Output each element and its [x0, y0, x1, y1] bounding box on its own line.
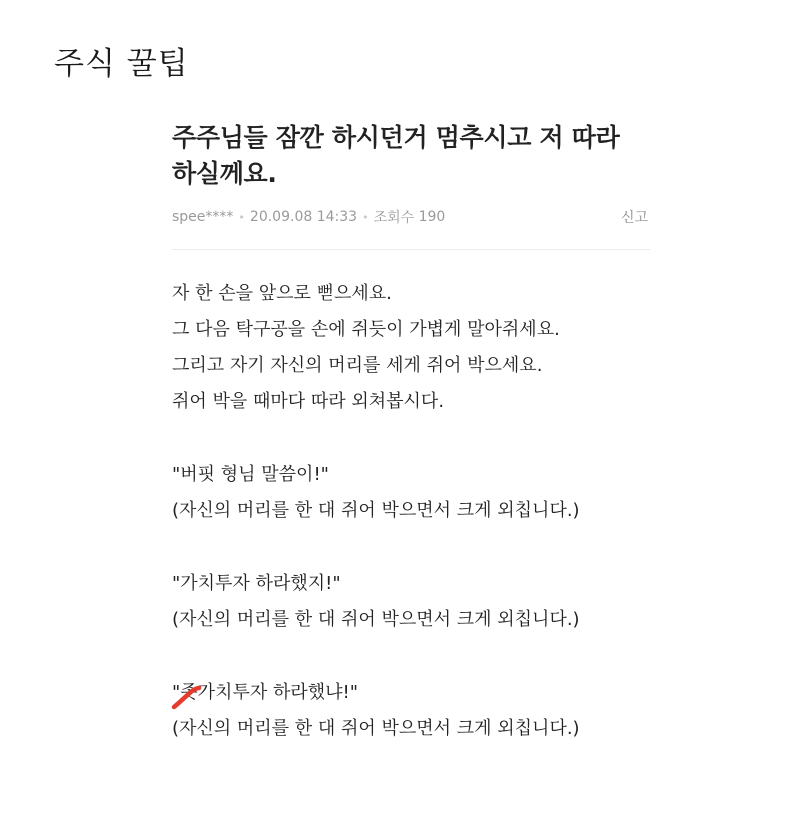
- views-count: 190: [418, 209, 446, 225]
- post-author[interactable]: spee****: [172, 209, 234, 225]
- page-header-title: 주식 꿀팁: [54, 46, 189, 82]
- action-line-3: (자신의 머리를 한 대 쥐어 박으면서 크게 외칩니다.): [172, 718, 580, 739]
- post-card: [172, 120, 648, 747]
- chant-line-1: "버핏 형님 말씀이!": [172, 464, 329, 485]
- meta-divider: [172, 249, 650, 250]
- body-line: 자 한 손을 앞으로 뻗으세요.: [172, 283, 392, 304]
- post-title-line-1: 주주님들 잠깐 하시던거 멈추시고 저 따라: [172, 123, 620, 152]
- report-button[interactable]: 신고: [620, 210, 648, 226]
- meta-separator: •: [362, 210, 369, 224]
- post-body: [172, 276, 648, 747]
- meta-separator: •: [238, 210, 245, 224]
- paragraph-gap: [172, 529, 648, 566]
- paragraph-gap: [172, 638, 648, 675]
- chant3-quote-open: ": [172, 682, 181, 703]
- paragraph-gap: [172, 420, 648, 457]
- red-scribble-mark: [170, 681, 202, 711]
- post-date: 20.09.08 14:33: [249, 209, 358, 225]
- post-title-line-2: 하실께요.: [172, 159, 277, 188]
- struck-syllable: [180, 675, 197, 711]
- body-line: 쥐어 박을 때마다 따라 외쳐봅시다.: [172, 391, 445, 412]
- post-meta: [172, 204, 648, 230]
- views-label: 조회수: [373, 210, 415, 226]
- body-line: 그리고 자기 자신의 머리를 세게 쥐어 박으세요.: [172, 355, 543, 376]
- struck-syllable-text: 좃: [180, 682, 198, 703]
- chant-line-3: [172, 675, 648, 711]
- post-title: [172, 120, 648, 192]
- action-line-2: (자신의 머리를 한 대 쥐어 박으면서 크게 외칩니다.): [172, 609, 580, 630]
- action-line-1: (자신의 머리를 한 대 쥐어 박으면서 크게 외칩니다.): [172, 500, 580, 521]
- body-line: 그 다음 탁구공을 손에 쥐듯이 가볍게 말아쥐세요.: [172, 319, 560, 340]
- chant3-rest: 가치투자 하라했냐!": [197, 682, 358, 703]
- chant-line-2: "가치투자 하라했지!": [172, 573, 341, 594]
